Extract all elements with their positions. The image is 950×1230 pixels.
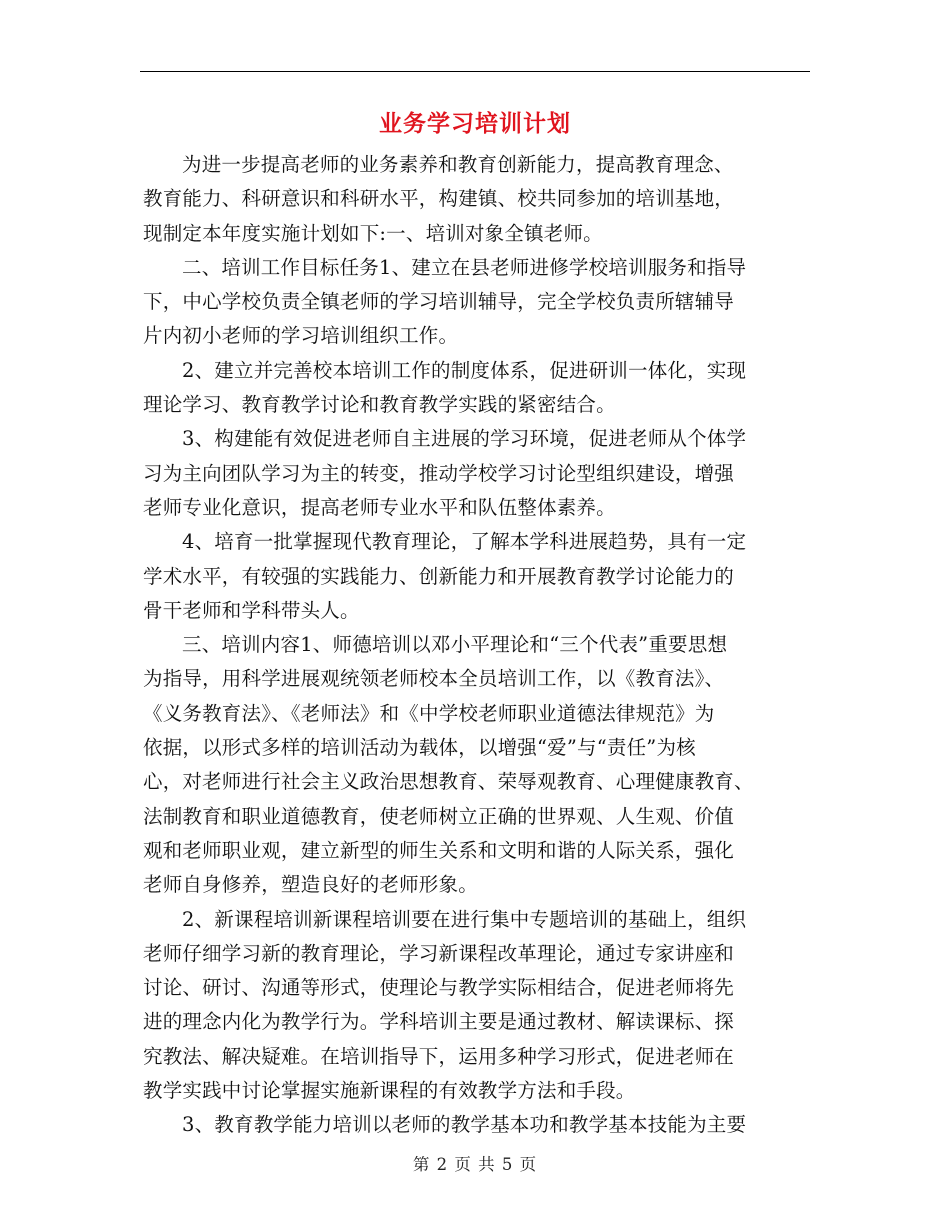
header-rule (140, 71, 810, 72)
paragraph-goal-4: 4、培育一批掌握现代教育理论，了解本学科进展趋势，具有一定 学术水平，有较强的实践能力、创新能力和开展教育教学讨论能力的 骨干老师和学科带头人。 (143, 530, 747, 622)
paragraph-intro: 为进一步提高老师的业务素养和教育创新能力，提高教育理念、 教育能力、科研意识和科研水平，构建镇、校共同参加的培训基地， 现制定本年度实施计划如下:一、培训对象全镇老师。 (143, 153, 735, 245)
page-number: 第 2 页 共 5 页 (412, 1155, 538, 1174)
paragraph-goal-3: 3、构建能有效促进老师自主进展的学习环境，促进老师从个体学 习为主向团队学习为主的转变，推动学校学习讨论型组织建设，增强 老师专业化意识，提高老师专业水平和队伍整体素养。 (143, 427, 747, 519)
document-title: 业务学习培训计划 (379, 110, 571, 137)
paragraph-goal-1: 二、培训工作目标任务1、建立在县老师进修学校培训服务和指导 下，中心学校负责全镇老师的学习培训辅导，完全学校负责所辖辅导 片内初小老师的学习培训组织工作。 (143, 255, 747, 348)
paragraph-content-3: 3、教育教学能力培训以老师的教学基本功和教学基本技能为主要 (182, 1113, 747, 1137)
paragraph-goal-2: 2、建立并完善校本培训工作的制度体系，促进研训一体化，实现 理论学习、教育教学讨论和教育教学实践的紧密结合。 (143, 358, 747, 417)
paragraph-content-2: 2、新课程培训新课程培训要在进行集中专题培训的基础上，组织 老师仔细学习新的教育理论，学习新课程改革理论，通过专家讲座和 讨论、研讨、沟通等形式，使理论与教学实际相结合，促进老师将先 进的理念内化为教学行为。学科培训主要是通过教材、解读课标、探 究教法、解决疑难。在培训指导下，运用多种学习形式，促进老师在 教学实践中讨论掌握实施新课程的有效教学方法和手段。 (143, 907, 747, 1103)
paragraph-content-1: 三、培训内容1、师德培训以邓小平理论和“三个代表”重要思想 为指导，用科学进展观统领老师校本全员培训工作，以《教育法》、 《义务教育法》、《老师法》和《中学校老师职业道德法律规范》为 依据，以形式多样的培训活动为载体，以增强“爱”与“责任”为核 心，对老师进行社会主义政治思想教育、荣辱观教育、心理健康教育、 法制教育和职业道德教育，使老师树立正确的世界观、人生观、价值 观和老师职业观，建立新型的师生关系和文明和谐的人际关系，强化 老师自身修养，塑造良好的老师形象。 (143, 633, 754, 897)
document-body (143, 148, 811, 1143)
